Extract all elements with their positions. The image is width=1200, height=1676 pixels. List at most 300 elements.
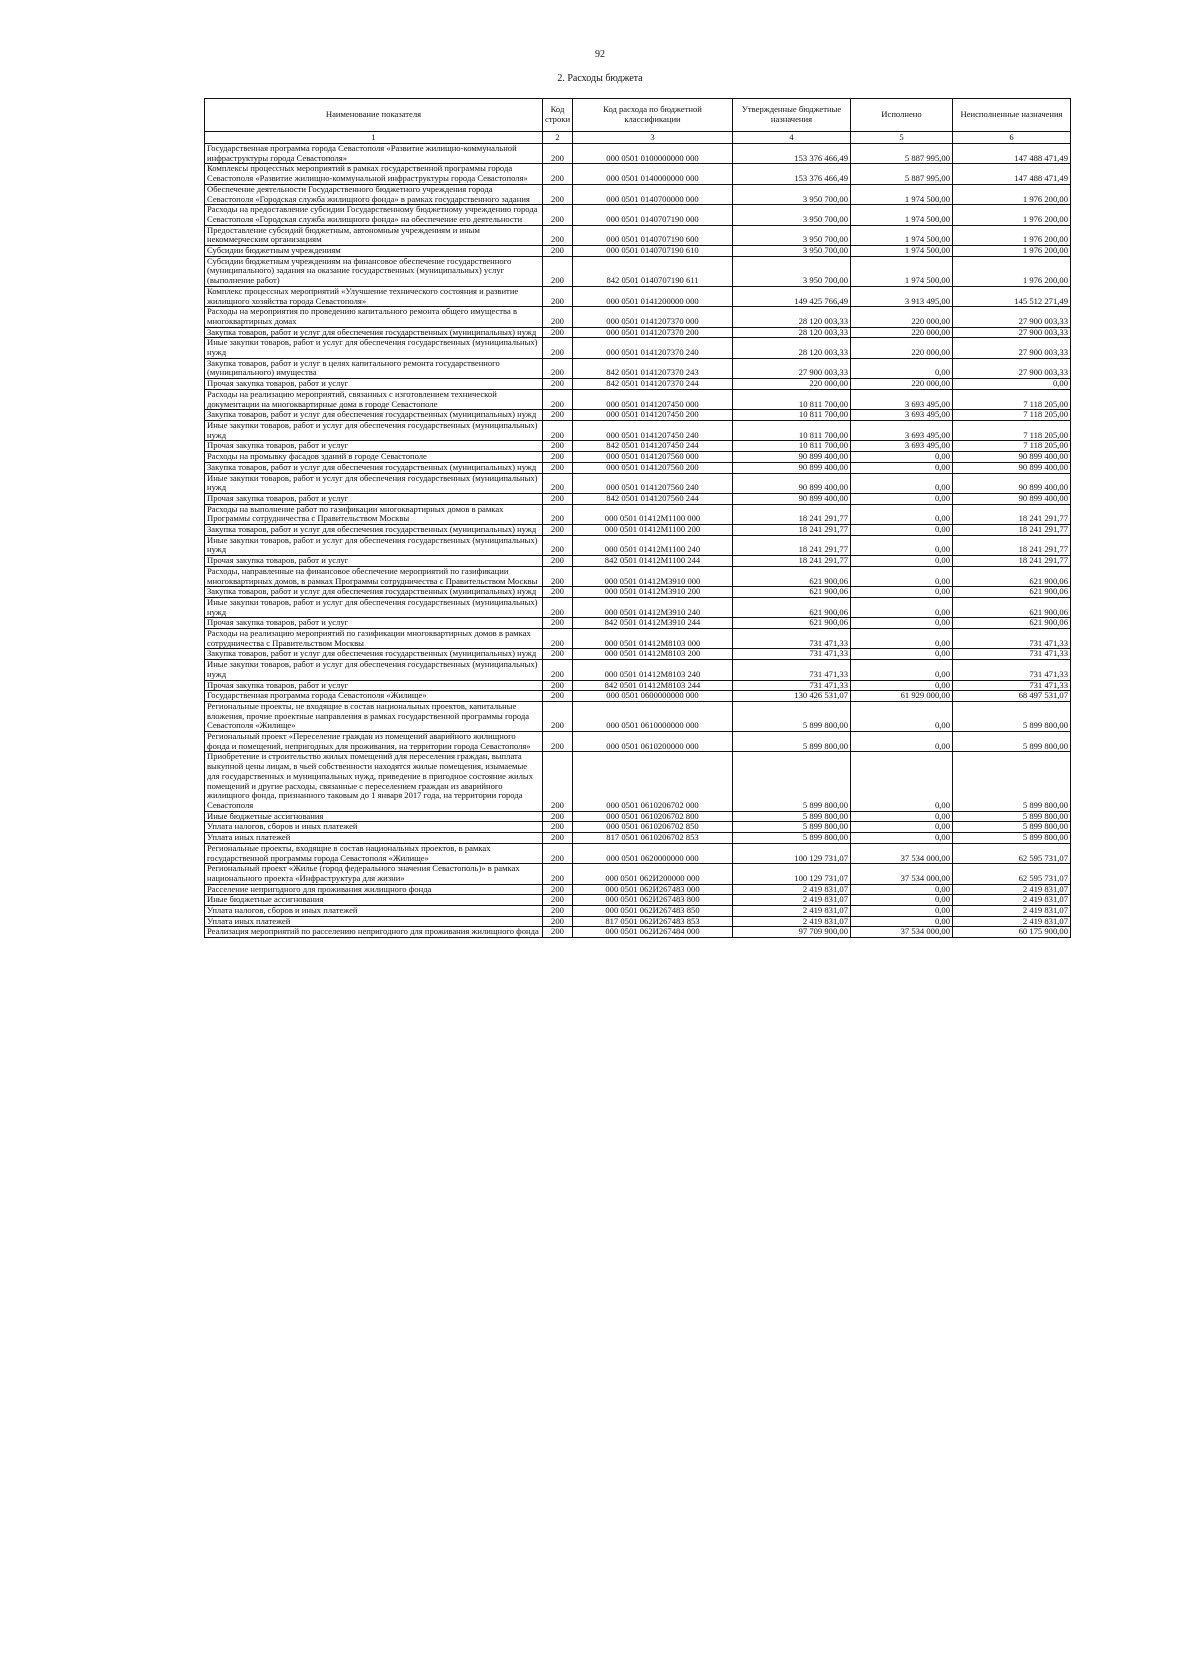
table-row bbox=[205, 597, 1071, 617]
row-unexecuted-cell: 621 900,06 bbox=[953, 566, 1071, 586]
row-classification-cell: 000 0501 0140707190 610 bbox=[573, 246, 733, 257]
table-row bbox=[205, 587, 1071, 598]
row-classification-cell: 817 0501 062И267483 853 bbox=[573, 916, 733, 927]
table-row bbox=[205, 535, 1071, 555]
row-executed-cell: 0,00 bbox=[851, 597, 953, 617]
table-row bbox=[205, 752, 1071, 811]
row-classification-cell: 842 0501 01412М3910 244 bbox=[573, 618, 733, 629]
table-row bbox=[205, 462, 1071, 473]
table-row bbox=[205, 629, 1071, 649]
row-code-cell: 200 bbox=[543, 811, 573, 822]
row-approved-cell: 5 899 800,00 bbox=[733, 833, 851, 844]
row-name-cell: Закупка товаров, работ и услуг для обеспечения государственных (муниципальных) нужд bbox=[205, 525, 543, 536]
row-name-cell: Комплекс процессных мероприятий «Улучшение технического состояния и развитие жилищного хозяйства города Севастополя» bbox=[205, 286, 543, 306]
row-unexecuted-cell: 731 471,33 bbox=[953, 680, 1071, 691]
row-executed-cell: 0,00 bbox=[851, 680, 953, 691]
row-classification-cell: 000 0501 0140707190 600 bbox=[573, 225, 733, 245]
row-classification-cell: 000 0501 01412М3910 000 bbox=[573, 566, 733, 586]
row-approved-cell: 3 950 700,00 bbox=[733, 225, 851, 245]
table-row bbox=[205, 493, 1071, 504]
row-code-cell: 200 bbox=[543, 358, 573, 378]
table-row bbox=[205, 895, 1071, 906]
row-code-cell: 200 bbox=[543, 389, 573, 409]
row-code-cell: 200 bbox=[543, 256, 573, 286]
row-code-cell: 200 bbox=[543, 441, 573, 452]
row-name-cell: Иные закупки товаров, работ и услуг для обеспечения государственных (муниципальных) нужд bbox=[205, 660, 543, 680]
row-classification-cell: 000 0501 062И267483 000 bbox=[573, 884, 733, 895]
row-name-cell: Региональные проекты, не входящие в состав национальных проектов, капитальные вложения, прочие проектные направления в рамках государственной программы города Севастополя «Жилище» bbox=[205, 701, 543, 731]
table-row bbox=[205, 811, 1071, 822]
row-approved-cell: 3 950 700,00 bbox=[733, 246, 851, 257]
row-code-cell: 200 bbox=[543, 597, 573, 617]
row-classification-cell: 000 0501 0141207560 000 bbox=[573, 452, 733, 463]
table-body bbox=[205, 144, 1071, 938]
row-executed-cell: 61 929 000,00 bbox=[851, 691, 953, 702]
table-row bbox=[205, 410, 1071, 421]
row-unexecuted-cell: 5 899 800,00 bbox=[953, 822, 1071, 833]
row-code-cell: 200 bbox=[543, 327, 573, 338]
row-approved-cell: 28 120 003,33 bbox=[733, 327, 851, 338]
row-approved-cell: 10 811 700,00 bbox=[733, 410, 851, 421]
row-executed-cell: 3 913 495,00 bbox=[851, 286, 953, 306]
row-approved-cell: 2 419 831,07 bbox=[733, 906, 851, 917]
row-code-cell: 200 bbox=[543, 144, 573, 164]
table-row bbox=[205, 916, 1071, 927]
row-name-cell: Расходы на выполнение работ по газификации многоквартирных домов в рамках Программы сотрудничества с Правительством Москвы bbox=[205, 504, 543, 524]
row-unexecuted-cell: 27 900 003,33 bbox=[953, 338, 1071, 358]
row-approved-cell: 731 471,33 bbox=[733, 660, 851, 680]
row-code-cell: 200 bbox=[543, 752, 573, 811]
row-approved-cell: 621 900,06 bbox=[733, 587, 851, 598]
row-unexecuted-cell: 145 512 271,49 bbox=[953, 286, 1071, 306]
row-approved-cell: 90 899 400,00 bbox=[733, 493, 851, 504]
row-classification-cell: 000 0501 0140700000 000 bbox=[573, 184, 733, 204]
row-code-cell: 200 bbox=[543, 164, 573, 184]
row-name-cell: Иные закупки товаров, работ и услуг для обеспечения государственных (муниципальных) нужд bbox=[205, 473, 543, 493]
row-approved-cell: 5 899 800,00 bbox=[733, 811, 851, 822]
row-executed-cell: 37 534 000,00 bbox=[851, 843, 953, 863]
row-approved-cell: 28 120 003,33 bbox=[733, 307, 851, 327]
row-name-cell: Приобретение и строительство жилых помещений для переселения граждан, выплата выкупной цены лицам, в чьей собственности находятся жилые помещения, изымаемые для государственных и муниципальных нужд, приведение в пригодное состояние жилых помещений и другие расходы, связанные с переселением граждан из аварийного жилищного фонда, признанного таковым до 1 января 2017 года, на территории города Севастополя bbox=[205, 752, 543, 811]
row-classification-cell: 000 0501 0600000000 000 bbox=[573, 691, 733, 702]
row-executed-cell: 5 887 995,00 bbox=[851, 164, 953, 184]
row-unexecuted-cell: 731 471,33 bbox=[953, 649, 1071, 660]
row-code-cell: 200 bbox=[543, 916, 573, 927]
row-code-cell: 200 bbox=[543, 843, 573, 863]
row-classification-cell: 000 0501 0610206702 800 bbox=[573, 811, 733, 822]
row-classification-cell: 842 0501 0140707190 611 bbox=[573, 256, 733, 286]
row-approved-cell: 18 241 291,77 bbox=[733, 504, 851, 524]
row-name-cell: Прочая закупка товаров, работ и услуг bbox=[205, 618, 543, 629]
row-code-cell: 200 bbox=[543, 895, 573, 906]
row-executed-cell: 0,00 bbox=[851, 535, 953, 555]
row-name-cell: Иные бюджетные ассигнования bbox=[205, 895, 543, 906]
row-approved-cell: 3 950 700,00 bbox=[733, 205, 851, 225]
row-name-cell: Расходы на предоставление субсидии Государственному бюджетному учреждению города Севастополя «Городская служба жилищного фонда» на обеспечение его деятельности bbox=[205, 205, 543, 225]
row-unexecuted-cell: 5 899 800,00 bbox=[953, 833, 1071, 844]
row-name-cell: Расходы, направленные на финансовое обеспечение мероприятий по газификации многоквартирных домов, в рамках Программы сотрудничества с Правительством Москвы bbox=[205, 566, 543, 586]
table-row bbox=[205, 884, 1071, 895]
table-row bbox=[205, 732, 1071, 752]
table-row bbox=[205, 327, 1071, 338]
row-name-cell: Расселение непригодного для проживания жилищного фонда bbox=[205, 884, 543, 895]
table-row bbox=[205, 566, 1071, 586]
row-approved-cell: 731 471,33 bbox=[733, 649, 851, 660]
row-unexecuted-cell: 5 899 800,00 bbox=[953, 732, 1071, 752]
row-executed-cell: 0,00 bbox=[851, 629, 953, 649]
table-row bbox=[205, 256, 1071, 286]
table-row bbox=[205, 286, 1071, 306]
row-classification-cell: 000 0501 0141207450 000 bbox=[573, 389, 733, 409]
table-row bbox=[205, 358, 1071, 378]
row-code-cell: 200 bbox=[543, 649, 573, 660]
row-code-cell: 200 bbox=[543, 833, 573, 844]
row-unexecuted-cell: 62 595 731,07 bbox=[953, 864, 1071, 884]
row-approved-cell: 100 129 731,07 bbox=[733, 843, 851, 863]
row-executed-cell: 0,00 bbox=[851, 556, 953, 567]
row-approved-cell: 90 899 400,00 bbox=[733, 462, 851, 473]
row-name-cell: Расходы на реализацию мероприятий по газификации многоквартирных домов в рамках сотрудничества с Правительством Москвы bbox=[205, 629, 543, 649]
table-row bbox=[205, 452, 1071, 463]
row-code-cell: 200 bbox=[543, 660, 573, 680]
row-code-cell: 200 bbox=[543, 556, 573, 567]
row-unexecuted-cell: 27 900 003,33 bbox=[953, 358, 1071, 378]
row-name-cell: Прочая закупка товаров, работ и услуг bbox=[205, 493, 543, 504]
row-name-cell: Закупка товаров, работ и услуг для обеспечения государственных (муниципальных) нужд bbox=[205, 462, 543, 473]
row-classification-cell: 000 0501 0610206702 850 bbox=[573, 822, 733, 833]
page-number: 92 bbox=[595, 49, 605, 60]
row-code-cell: 200 bbox=[543, 927, 573, 938]
row-name-cell: Уплата иных платежей bbox=[205, 916, 543, 927]
row-classification-cell: 000 0501 0141207450 200 bbox=[573, 410, 733, 421]
row-name-cell: Региональные проекты, входящие в состав национальных проектов, в рамках государственной программы города Севастополя «Жилище» bbox=[205, 843, 543, 863]
row-code-cell: 200 bbox=[543, 379, 573, 390]
row-classification-cell: 000 0501 0100000000 000 bbox=[573, 144, 733, 164]
row-name-cell: Закупка товаров, работ и услуг для обеспечения государственных (муниципальных) нужд bbox=[205, 587, 543, 598]
row-classification-cell: 000 0501 062И267483 800 bbox=[573, 895, 733, 906]
row-classification-cell: 000 0501 062И267483 850 bbox=[573, 906, 733, 917]
row-unexecuted-cell: 5 899 800,00 bbox=[953, 811, 1071, 822]
row-code-cell: 200 bbox=[543, 286, 573, 306]
row-classification-cell: 000 0501 0141207370 200 bbox=[573, 327, 733, 338]
row-approved-cell: 220 000,00 bbox=[733, 379, 851, 390]
row-unexecuted-cell: 621 900,06 bbox=[953, 587, 1071, 598]
column-number: 3 bbox=[573, 132, 733, 144]
row-executed-cell: 0,00 bbox=[851, 649, 953, 660]
table-row bbox=[205, 441, 1071, 452]
row-unexecuted-cell: 7 118 205,00 bbox=[953, 441, 1071, 452]
row-code-cell: 200 bbox=[543, 205, 573, 225]
row-executed-cell: 0,00 bbox=[851, 752, 953, 811]
table-row bbox=[205, 144, 1071, 164]
row-approved-cell: 153 376 466,49 bbox=[733, 144, 851, 164]
row-name-cell: Предоставление субсидий бюджетным, автономным учреждениям и иным некоммерческим организациям bbox=[205, 225, 543, 245]
row-approved-cell: 5 899 800,00 bbox=[733, 822, 851, 833]
row-code-cell: 200 bbox=[543, 504, 573, 524]
row-unexecuted-cell: 7 118 205,00 bbox=[953, 410, 1071, 421]
row-executed-cell: 0,00 bbox=[851, 452, 953, 463]
row-unexecuted-cell: 1 976 200,00 bbox=[953, 256, 1071, 286]
row-approved-cell: 18 241 291,77 bbox=[733, 535, 851, 555]
header-executed: Исполнено bbox=[851, 99, 953, 132]
row-name-cell: Прочая закупка товаров, работ и услуг bbox=[205, 441, 543, 452]
row-executed-cell: 0,00 bbox=[851, 811, 953, 822]
row-executed-cell: 0,00 bbox=[851, 358, 953, 378]
row-executed-cell: 0,00 bbox=[851, 732, 953, 752]
row-classification-cell: 000 0501 0610000000 000 bbox=[573, 701, 733, 731]
table-row bbox=[205, 379, 1071, 390]
row-unexecuted-cell: 90 899 400,00 bbox=[953, 452, 1071, 463]
row-name-cell: Закупка товаров, работ и услуг для обеспечения государственных (муниципальных) нужд bbox=[205, 327, 543, 338]
row-approved-cell: 621 900,06 bbox=[733, 566, 851, 586]
row-unexecuted-cell: 2 419 831,07 bbox=[953, 916, 1071, 927]
table-row bbox=[205, 833, 1071, 844]
table-row bbox=[205, 927, 1071, 938]
column-number: 6 bbox=[953, 132, 1071, 144]
row-unexecuted-cell: 0,00 bbox=[953, 379, 1071, 390]
row-name-cell: Государственная программа города Севастополя «Развитие жилищно-коммунальной инфраструктуры города Севастополя» bbox=[205, 144, 543, 164]
table-row bbox=[205, 307, 1071, 327]
row-executed-cell: 0,00 bbox=[851, 916, 953, 927]
row-classification-cell: 000 0501 01412М3910 240 bbox=[573, 597, 733, 617]
row-executed-cell: 0,00 bbox=[851, 587, 953, 598]
row-unexecuted-cell: 68 497 531,07 bbox=[953, 691, 1071, 702]
row-classification-cell: 000 0501 0141200000 000 bbox=[573, 286, 733, 306]
row-classification-cell: 842 0501 01412М8103 244 bbox=[573, 680, 733, 691]
row-approved-cell: 18 241 291,77 bbox=[733, 556, 851, 567]
row-code-cell: 200 bbox=[543, 822, 573, 833]
row-unexecuted-cell: 2 419 831,07 bbox=[953, 906, 1071, 917]
row-code-cell: 200 bbox=[543, 884, 573, 895]
row-classification-cell: 000 0501 0141207560 240 bbox=[573, 473, 733, 493]
row-code-cell: 200 bbox=[543, 462, 573, 473]
row-name-cell: Уплата иных платежей bbox=[205, 833, 543, 844]
row-code-cell: 200 bbox=[543, 629, 573, 649]
row-unexecuted-cell: 27 900 003,33 bbox=[953, 307, 1071, 327]
row-executed-cell: 3 693 495,00 bbox=[851, 441, 953, 452]
row-name-cell: Субсидии бюджетным учреждениям на финансовое обеспечение государственного (муниципального) задания на оказание государственных (муниципальных) услуг (выполнение работ) bbox=[205, 256, 543, 286]
row-code-cell: 200 bbox=[543, 452, 573, 463]
table-row bbox=[205, 822, 1071, 833]
row-executed-cell: 1 974 500,00 bbox=[851, 205, 953, 225]
row-executed-cell: 0,00 bbox=[851, 833, 953, 844]
row-executed-cell: 0,00 bbox=[851, 660, 953, 680]
row-approved-cell: 2 419 831,07 bbox=[733, 895, 851, 906]
row-name-cell: Иные закупки товаров, работ и услуг для обеспечения государственных (муниципальных) нужд bbox=[205, 420, 543, 440]
table-row bbox=[205, 660, 1071, 680]
row-unexecuted-cell: 90 899 400,00 bbox=[953, 462, 1071, 473]
column-number-row bbox=[205, 132, 1071, 144]
row-approved-cell: 18 241 291,77 bbox=[733, 525, 851, 536]
row-name-cell: Субсидии бюджетным учреждениям bbox=[205, 246, 543, 257]
row-code-cell: 200 bbox=[543, 493, 573, 504]
row-executed-cell: 0,00 bbox=[851, 462, 953, 473]
row-classification-cell: 000 0501 01412М1100 200 bbox=[573, 525, 733, 536]
row-approved-cell: 3 950 700,00 bbox=[733, 184, 851, 204]
row-code-cell: 200 bbox=[543, 525, 573, 536]
row-classification-cell: 000 0501 01412М3910 200 bbox=[573, 587, 733, 598]
row-unexecuted-cell: 147 488 471,49 bbox=[953, 164, 1071, 184]
budget-expenses-table bbox=[204, 98, 1071, 938]
row-executed-cell: 0,00 bbox=[851, 895, 953, 906]
row-code-cell: 200 bbox=[543, 566, 573, 586]
row-unexecuted-cell: 147 488 471,49 bbox=[953, 144, 1071, 164]
table-row bbox=[205, 164, 1071, 184]
header-row bbox=[205, 99, 1071, 132]
row-executed-cell: 0,00 bbox=[851, 504, 953, 524]
row-approved-cell: 10 811 700,00 bbox=[733, 420, 851, 440]
row-approved-cell: 2 419 831,07 bbox=[733, 916, 851, 927]
row-classification-cell: 000 0501 01412М8103 000 bbox=[573, 629, 733, 649]
header-approved: Утвержденные бюджетные назначения bbox=[733, 99, 851, 132]
row-unexecuted-cell: 1 976 200,00 bbox=[953, 205, 1071, 225]
row-unexecuted-cell: 18 241 291,77 bbox=[953, 525, 1071, 536]
row-name-cell: Уплата налогов, сборов и иных платежей bbox=[205, 822, 543, 833]
row-unexecuted-cell: 1 976 200,00 bbox=[953, 246, 1071, 257]
row-classification-cell: 842 0501 0141207370 244 bbox=[573, 379, 733, 390]
row-name-cell: Расходы на реализацию мероприятий, связанных с изготовлением технической документации на многоквартирные дома в городе Севастополе bbox=[205, 389, 543, 409]
table-row bbox=[205, 843, 1071, 863]
row-executed-cell: 1 974 500,00 bbox=[851, 184, 953, 204]
row-code-cell: 200 bbox=[543, 225, 573, 245]
row-unexecuted-cell: 621 900,06 bbox=[953, 618, 1071, 629]
row-executed-cell: 5 887 995,00 bbox=[851, 144, 953, 164]
row-name-cell: Прочая закупка товаров, работ и услуг bbox=[205, 379, 543, 390]
row-name-cell: Реализация мероприятий по расселению непригодного для проживания жилищного фонда bbox=[205, 927, 543, 938]
row-unexecuted-cell: 90 899 400,00 bbox=[953, 493, 1071, 504]
row-executed-cell: 3 693 495,00 bbox=[851, 420, 953, 440]
row-executed-cell: 1 974 500,00 bbox=[851, 246, 953, 257]
row-code-cell: 200 bbox=[543, 587, 573, 598]
row-code-cell: 200 bbox=[543, 701, 573, 731]
row-approved-cell: 5 899 800,00 bbox=[733, 732, 851, 752]
row-executed-cell: 0,00 bbox=[851, 906, 953, 917]
row-code-cell: 200 bbox=[543, 680, 573, 691]
column-number: 4 bbox=[733, 132, 851, 144]
row-unexecuted-cell: 621 900,06 bbox=[953, 597, 1071, 617]
row-name-cell: Расходы на промывку фасадов зданий в городе Севастополе bbox=[205, 452, 543, 463]
row-name-cell: Закупка товаров, работ и услуг для обеспечения государственных (муниципальных) нужд bbox=[205, 410, 543, 421]
table-row bbox=[205, 680, 1071, 691]
row-approved-cell: 130 426 531,07 bbox=[733, 691, 851, 702]
row-unexecuted-cell: 18 241 291,77 bbox=[953, 504, 1071, 524]
row-classification-cell: 000 0501 0140707190 000 bbox=[573, 205, 733, 225]
table-row bbox=[205, 906, 1071, 917]
row-classification-cell: 000 0501 062И267484 000 bbox=[573, 927, 733, 938]
row-name-cell: Региональный проект «Переселение граждан из помещений аварийного жилищного фонда и помещений, непригодных для проживания, на территории города Севастополя» bbox=[205, 732, 543, 752]
row-classification-cell: 000 0501 062И200000 000 bbox=[573, 864, 733, 884]
row-classification-cell: 000 0501 0141207450 240 bbox=[573, 420, 733, 440]
row-classification-cell: 000 0501 0620000000 000 bbox=[573, 843, 733, 863]
column-number: 5 bbox=[851, 132, 953, 144]
table-row bbox=[205, 525, 1071, 536]
row-executed-cell: 0,00 bbox=[851, 618, 953, 629]
table-row bbox=[205, 225, 1071, 245]
row-unexecuted-cell: 7 118 205,00 bbox=[953, 420, 1071, 440]
row-name-cell: Государственная программа города Севастополя «Жилище» bbox=[205, 691, 543, 702]
row-unexecuted-cell: 731 471,33 bbox=[953, 629, 1071, 649]
table-row bbox=[205, 701, 1071, 731]
row-executed-cell: 3 693 495,00 bbox=[851, 389, 953, 409]
row-executed-cell: 3 693 495,00 bbox=[851, 410, 953, 421]
row-name-cell: Уплата налогов, сборов и иных платежей bbox=[205, 906, 543, 917]
row-code-cell: 200 bbox=[543, 338, 573, 358]
row-classification-cell: 842 0501 0141207370 243 bbox=[573, 358, 733, 378]
row-approved-cell: 90 899 400,00 bbox=[733, 452, 851, 463]
row-executed-cell: 0,00 bbox=[851, 822, 953, 833]
row-executed-cell: 220 000,00 bbox=[851, 327, 953, 338]
row-name-cell: Региональный проект «Жилье (город федерального значения Севастополь)» в рамках национального проекта «Инфраструктура для жизни» bbox=[205, 864, 543, 884]
row-unexecuted-cell: 2 419 831,07 bbox=[953, 884, 1071, 895]
row-classification-cell: 000 0501 0141207370 000 bbox=[573, 307, 733, 327]
row-code-cell: 200 bbox=[543, 307, 573, 327]
table-row bbox=[205, 473, 1071, 493]
row-executed-cell: 220 000,00 bbox=[851, 338, 953, 358]
row-classification-cell: 842 0501 0141207450 244 bbox=[573, 441, 733, 452]
row-name-cell: Закупка товаров, работ и услуг для обеспечения государственных (муниципальных) нужд bbox=[205, 649, 543, 660]
row-executed-cell: 220 000,00 bbox=[851, 307, 953, 327]
row-approved-cell: 153 376 466,49 bbox=[733, 164, 851, 184]
row-classification-cell: 000 0501 0610200000 000 bbox=[573, 732, 733, 752]
row-executed-cell: 220 000,00 bbox=[851, 379, 953, 390]
header-classification: Код расхода по бюджетной классификации bbox=[573, 99, 733, 132]
header-unexecuted: Неисполненные назначения bbox=[953, 99, 1071, 132]
row-classification-cell: 000 0501 0141207560 200 bbox=[573, 462, 733, 473]
row-executed-cell: 1 974 500,00 bbox=[851, 256, 953, 286]
row-approved-cell: 5 899 800,00 bbox=[733, 701, 851, 731]
row-approved-cell: 97 709 900,00 bbox=[733, 927, 851, 938]
row-classification-cell: 842 0501 01412М1100 244 bbox=[573, 556, 733, 567]
row-name-cell: Иные бюджетные ассигнования bbox=[205, 811, 543, 822]
row-name-cell: Обеспечение деятельности Государственного бюджетного учреждения города Севастополя «Городская служба жилищного фонда» в рамках государственного задания bbox=[205, 184, 543, 204]
row-name-cell: Закупка товаров, работ и услуг в целях капитального ремонта государственного (муниципального) имущества bbox=[205, 358, 543, 378]
table-row bbox=[205, 420, 1071, 440]
row-unexecuted-cell: 27 900 003,33 bbox=[953, 327, 1071, 338]
table-row bbox=[205, 556, 1071, 567]
row-unexecuted-cell: 60 175 900,00 bbox=[953, 927, 1071, 938]
row-executed-cell: 0,00 bbox=[851, 701, 953, 731]
row-name-cell: Комплексы процессных мероприятий в рамках государственной программы города Севастополя «Развитие жилищно-коммунальной инфраструктуры города Севастополя» bbox=[205, 164, 543, 184]
row-classification-cell: 000 0501 0610206702 000 bbox=[573, 752, 733, 811]
row-executed-cell: 0,00 bbox=[851, 525, 953, 536]
row-executed-cell: 1 974 500,00 bbox=[851, 225, 953, 245]
row-unexecuted-cell: 18 241 291,77 bbox=[953, 535, 1071, 555]
table-row bbox=[205, 338, 1071, 358]
row-name-cell: Иные закупки товаров, работ и услуг для обеспечения государственных (муниципальных) нужд bbox=[205, 338, 543, 358]
row-classification-cell: 000 0501 01412М1100 000 bbox=[573, 504, 733, 524]
row-unexecuted-cell: 90 899 400,00 bbox=[953, 473, 1071, 493]
row-code-cell: 200 bbox=[543, 906, 573, 917]
table-row bbox=[205, 246, 1071, 257]
row-approved-cell: 621 900,06 bbox=[733, 618, 851, 629]
row-code-cell: 200 bbox=[543, 691, 573, 702]
row-name-cell: Иные закупки товаров, работ и услуг для обеспечения государственных (муниципальных) нужд bbox=[205, 597, 543, 617]
table-row bbox=[205, 649, 1071, 660]
row-code-cell: 200 bbox=[543, 864, 573, 884]
row-classification-cell: 000 0501 01412М8103 240 bbox=[573, 660, 733, 680]
row-unexecuted-cell: 1 976 200,00 bbox=[953, 225, 1071, 245]
row-code-cell: 200 bbox=[543, 410, 573, 421]
table-row bbox=[205, 864, 1071, 884]
row-classification-cell: 000 0501 0140000000 000 bbox=[573, 164, 733, 184]
row-code-cell: 200 bbox=[543, 732, 573, 752]
row-approved-cell: 3 950 700,00 bbox=[733, 256, 851, 286]
header-name: Наименование показателя bbox=[205, 99, 543, 132]
row-approved-cell: 10 811 700,00 bbox=[733, 441, 851, 452]
row-approved-cell: 2 419 831,07 bbox=[733, 884, 851, 895]
row-name-cell: Прочая закупка товаров, работ и услуг bbox=[205, 680, 543, 691]
row-code-cell: 200 bbox=[543, 473, 573, 493]
